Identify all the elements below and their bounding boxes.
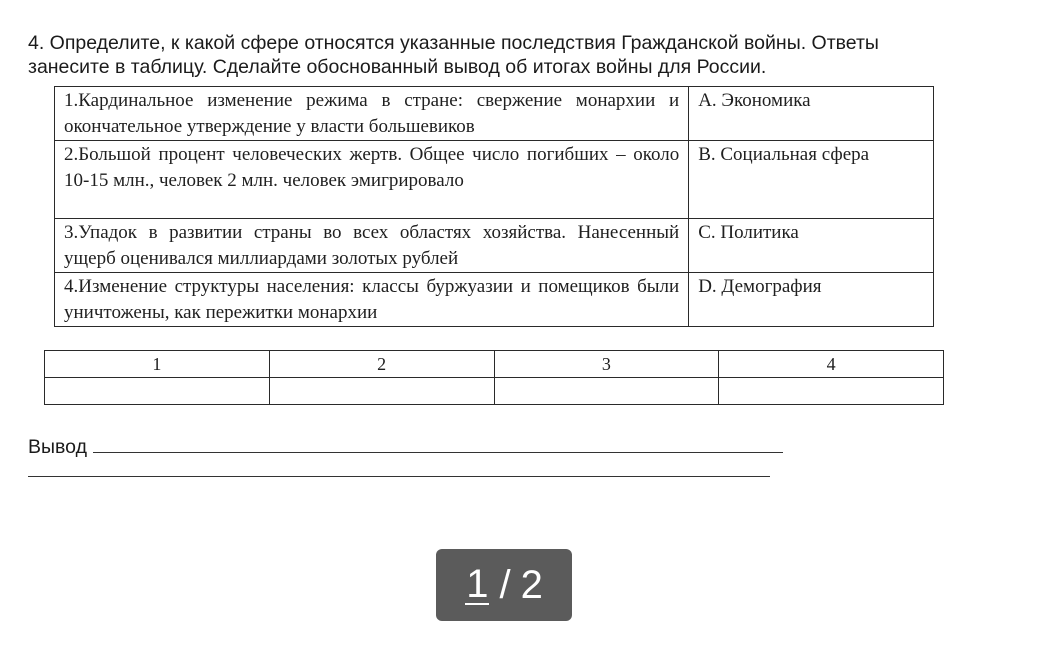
answer-header-cell: 2: [269, 351, 494, 378]
conclusion-answer-line: [93, 434, 783, 453]
current-page: 1: [466, 562, 489, 606]
conclusion-answer-line-2: [28, 476, 770, 477]
table-row: [55, 273, 934, 327]
task-instructions: [28, 31, 988, 79]
answer-cell[interactable]: [494, 378, 719, 405]
sphere-cell: A. Экономика: [689, 87, 934, 141]
conclusion-label: Вывод: [28, 436, 87, 458]
table-row: [55, 219, 934, 273]
page-indicator: [436, 549, 572, 621]
answer-table: [44, 350, 944, 405]
consequence-cell: 3.Упадок в развитии страны во всех областях хозяйства. Нанесенный ущерб оценивался миллиардами золотых рублей: [55, 219, 689, 273]
total-pages: 2: [520, 562, 543, 607]
answer-header-row: [45, 351, 944, 378]
matching-table: [54, 86, 934, 327]
task-line-1: 4. Определите, к какой сфере относятся указанные последствия Гражданской войны. Ответы: [28, 32, 879, 54]
answer-cell[interactable]: [269, 378, 494, 405]
sphere-cell: D. Демография: [689, 273, 934, 327]
answer-header-cell: 1: [45, 351, 270, 378]
answer-header-cell: 3: [494, 351, 719, 378]
consequence-cell: 2.Большой процент человеческих жертв. Общее число погибших – около 10-15 млн., человек 2 млн. человек эмигрировало: [55, 141, 689, 219]
sphere-cell: B. Социальная сфера: [689, 141, 934, 219]
table-row: [55, 87, 934, 141]
table-row: [55, 141, 934, 219]
answer-cell[interactable]: [45, 378, 270, 405]
consequence-cell: 4.Изменение структуры населения: классы буржуазии и помещиков были уничтожены, как пережитки монархии: [55, 273, 689, 327]
answer-header-cell: 4: [719, 351, 944, 378]
answer-cell[interactable]: [719, 378, 944, 405]
consequence-cell: 1.Кардинальное изменение режима в стране: свержение монархии и окончательное утверждение у власти большевиков: [55, 87, 689, 141]
page-separator: /: [499, 562, 511, 607]
conclusion-block: [28, 434, 783, 459]
task-line-2: занесите в таблицу. Сделайте обоснованный вывод об итогах войны для России.: [28, 56, 767, 78]
answer-input-row: [45, 378, 944, 405]
sphere-cell: C. Политика: [689, 219, 934, 273]
